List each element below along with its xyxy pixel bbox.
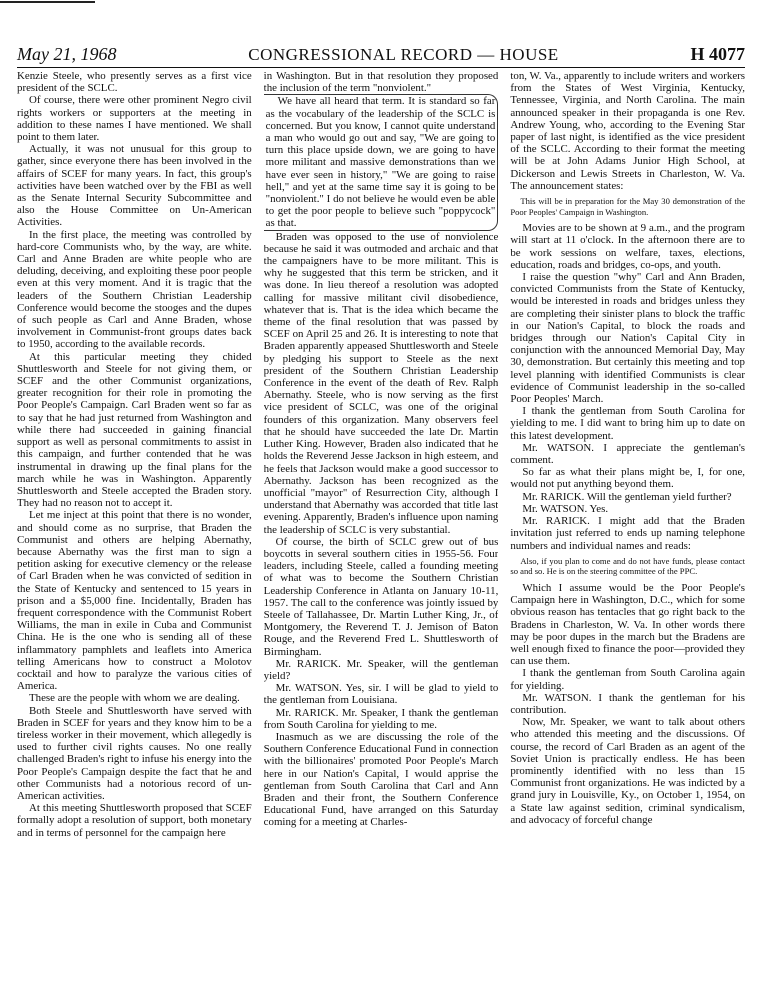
- boxed-paragraph: We have all heard that term. It is standard so far as the vocabulary of the leadership of the SCLC is concerned. But you know, I cannot quite understand a man who would go out and say, "We are going to turn this place upside down, we are going to have more militant and massive demonstrations than we have ever seen in history," "We are going to raise hell," and yet at the same time say it is going to be "nonviolent." I do not believe he would even be able to get the poor people to believe such "poppycock" as that.: [264, 94, 499, 230]
- header-date: May 21, 1968: [17, 44, 117, 64]
- column-2: [264, 70, 499, 982]
- paragraph: Mr. WATSON. I thank the gentleman for his contribution.: [510, 691, 746, 716]
- paragraph: So far as what their plans might be, I, for one, would not put anything beyond them.: [510, 466, 746, 491]
- paragraph: Mr. RARICK. I might add that the Braden invitation just referred to ends up naming telephone numbers and individual names and reads:: [510, 515, 746, 552]
- quoted-text: Also, if you plan to come and do not have funds, please contact so and so. He is on the steering committee of the PPC.: [510, 555, 746, 577]
- paragraph: Inasmuch as we are discussing the role of the Southern Conference Educational Fund in connection with the billionaires' promoted Poor People's March here in our Nation's Capital, I would apprise the gentleman from South Carolina that Carl and Ann Braden and their front, the Southern Conference Educational Fund, have arranged on this Saturday coming for a meeting at Charles-: [263, 730, 499, 829]
- paragraph: Of course, there were other prominent Negro civil rights workers or supporters at the meeting in addition to these names I have mentioned. We shall point to them later.: [17, 94, 252, 144]
- paragraph: ton, W. Va., apparently to include writers and workers from the States of West Virginia, Kentucky, Tennessee, Virginia, and North Carolina. The main announced speaker in their propaganda is one Rev. Andrew Young, who, according to the Evening Star paper of last night, is identified as the vice president of the SCLC. According to their format the meeting will be at John Adams Junior High School, at Dickerson and Lewis Streets in Charleston, W. Va. The announcement states:: [510, 70, 746, 192]
- header-page-number: H 4077: [690, 44, 745, 64]
- header-rule: [17, 67, 745, 68]
- paragraph: At this particular meeting they chided Shuttlesworth and Steele for not giving them, or SCEF and the other Communist organizations, greater recognition for their role in promoting the Poor People's Campaign. Carl Braden went so far as to say that he had just returned from Washington and while there had succeeded in gaining financial support as well as personal commitments to assist in this campaign, and further contended that he was instrumental in drawing up the final plans for the march while he was in Washington. Apparently Shuttlesworth and Steele accepted the Braden story. They had no reason not to accept it.: [17, 350, 252, 510]
- paragraph: Let me inject at this point that there is no wonder, and should come as no surprise, that Braden the Communist and others are helping Abernathy, because Abernathy was the first man to sign a petition asking for executive clemency or the release of Carl Braden when he was convicted of sedition in the State of Kentucky and sentenced to 15 years in prison and a $5,000 fine. Incidentally, Braden has frequent correspondence with the Communist Robert Williams, the man in exile in Cuba and Communist China. He is the one who is sending all of these inflammatory pamphlets and leaflets into America telling Americans how to construct a Molotov cocktail and how to paralyze the various cities of America.: [17, 509, 252, 693]
- paragraph: Of course, the birth of SCLC grew out of bus boycotts in several southern cities in 1955-56. Four leaders, including Steele, called a founding meeting of what was to become the Southern Christian Leadership Conference in Atlanta on January 10-11, 1957. The call to the conference was jointly issued by Steele of Tallahassee, Dr. Martin Luther King, Jr., of Montgomery, the Reverend T. J. Jemison of Baton Rouge, and the Reverend Fred L. Shuttlesworth of Birmingham.: [263, 535, 499, 658]
- paragraph: Mr. RARICK. Mr. Speaker, I thank the gentleman from South Carolina for yielding to me.: [263, 706, 499, 731]
- paragraph: Mr. RARICK. Mr. Speaker, will the gentleman yield?: [263, 657, 499, 682]
- paragraph: Which I assume would be the Poor People's Campaign here in Washington, D.C., which for some obvious reason has tentacles that go right back to the Bradens in Charleston, W. Va. In other words there may be poor dupes in the march but the Bradens are well enough fixed to finance the poor—provided they can use them.: [510, 581, 746, 668]
- paragraph: I thank the gentleman from South Carolina again for yielding.: [510, 667, 746, 692]
- column-3: [510, 70, 745, 982]
- quoted-text: This will be in preparation for the May 30 demonstration of the Poor Peoples' Campaign in Washington.: [510, 196, 746, 217]
- text-columns: [17, 70, 745, 982]
- header-title: CONGRESSIONAL RECORD — HOUSE: [248, 45, 559, 64]
- page-header: [17, 44, 745, 68]
- paragraph: I thank the gentleman from South Carolina for yielding to me. I did want to bring him up to date on this latest development.: [510, 405, 746, 442]
- paragraph: Actually, it was not unusual for this group to gather, since everyone there has been involved in the affairs of SCEF for many years. In fact, this group's activities have been watched over by the FBI as well as the Senate Internal Security Subcommittee and also the House Committee on Un-American Activities.: [17, 143, 252, 229]
- paragraph: Movies are to be shown at 9 a.m., and the program will start at 11 o'clock. In the afternoon there are to be work sessions on welfare, taxes, elections, education, roads and bridges, co-ops, and youth.: [510, 222, 746, 271]
- paragraph: Mr. WATSON. Yes, sir. I will be glad to yield to the gentleman from Louisiana.: [263, 682, 499, 707]
- paragraph: Mr. WATSON. Yes.: [522, 502, 609, 515]
- paragraph: Braden was opposed to the use of nonviolence because he said it was outmoded and archaic and that the campaigners have to be more militant. This is why he suggested that this term be stricken, and it was done. In lieu thereof a resolution was adopted calling for massive militant civil disobedience, whatever that is. That is the idea which became the theme of the final resolution that was passed by SCEF on April 25 and 26. It is interesting to note that Braden apparently appeased Shuttlesworth and Steele by pledging his support to Steele as the next president of the Southern Christian Leadership Conference in the event of the death of Rev. Ralph Abernathy. Steele, who is now serving as the first vice president of SCLC, was one of the original founders of this organization. Many observers feel that he should have succeeded the late Dr. Martin Luther King. However, Braden also indicated that he holds the Reverend Jesse Jackson in high esteem, and he feels that Jackson would make a good successor to Abernathy. Jackson has been recognized as the unofficial "mayor" of Resurrection City, although I understand that Abernathy was accorded that title last evening. Apparently, Braden's influence upon naming the leadership of SCLC is very substantial.: [263, 230, 499, 536]
- paragraph: Kenzie Steele, who presently serves as a first vice president of the SCLC.: [17, 70, 252, 95]
- paragraph: Both Steele and Shuttlesworth have served with Braden in SCEF for years and they know him to be a tireless worker in their movement, which allegedly is used to further civil rights causes. No one really challenged Braden's right to infuse his energy into the Poor People's Campaign despite the fact that he and other Communists had a notorious record of un-American activities.: [17, 704, 252, 802]
- paragraph: Now, Mr. Speaker, we want to talk about others who attended this meeting and the discussions. Of course, the record of Carl Braden as an agent of the Soviet Union is practically endless. He has been prominently identified with no less than 15 Communist front organizations. He was indicted by a grand jury in Louisville, Ky., on October 1, 1954, on a State law against sedition, criminal syndicalism, and advocacy of forceful change: [510, 716, 746, 826]
- paragraph: Mr. RARICK. Will the gentleman yield further?: [522, 490, 732, 503]
- paragraph: These are the people with whom we are dealing.: [29, 692, 240, 705]
- paragraph: At this meeting Shuttlesworth proposed that SCEF formally adopt a resolution of support, both monetary and in terms of personnel for the campaign here: [17, 802, 252, 839]
- paragraph: In the first place, the meeting was controlled by hard-core Communists who, by the way, are white. Carl and Anne Braden are white people who are deluding, deceiving, and exploiting these poor people even at this very moment. And it is tragic that the leaders of the Southern Christian Leadership Conference would become the stooges and the dupes of such people as Carl and Anne Braden, whose involvement in Communist-front groups dates back to 1950, according to the available records.: [17, 228, 252, 351]
- paragraph: I raise the question "why" Carl and Ann Braden, convicted Communists from the State of Kentucky, would be interested in roads and bridges unless they are completing their sinister plans to block the traffic in our Nation's Capital, to block the roads and bridges through our Nation's Capital City in conjunction with the announced Memorial Day, May 30, demonstration. But certainly this meeting and top level planning with identified Communists is clear evidence of Communist leadership in the so-called Poor Peoples' March.: [510, 271, 746, 406]
- scan-artifact: [0, 1, 95, 3]
- paragraph: in Washington. But in that resolution they proposed the inclusion of the term "nonviolent.": [263, 70, 499, 95]
- paragraph: Mr. WATSON. I appreciate the gentleman's comment.: [510, 441, 746, 467]
- column-1: [17, 70, 252, 982]
